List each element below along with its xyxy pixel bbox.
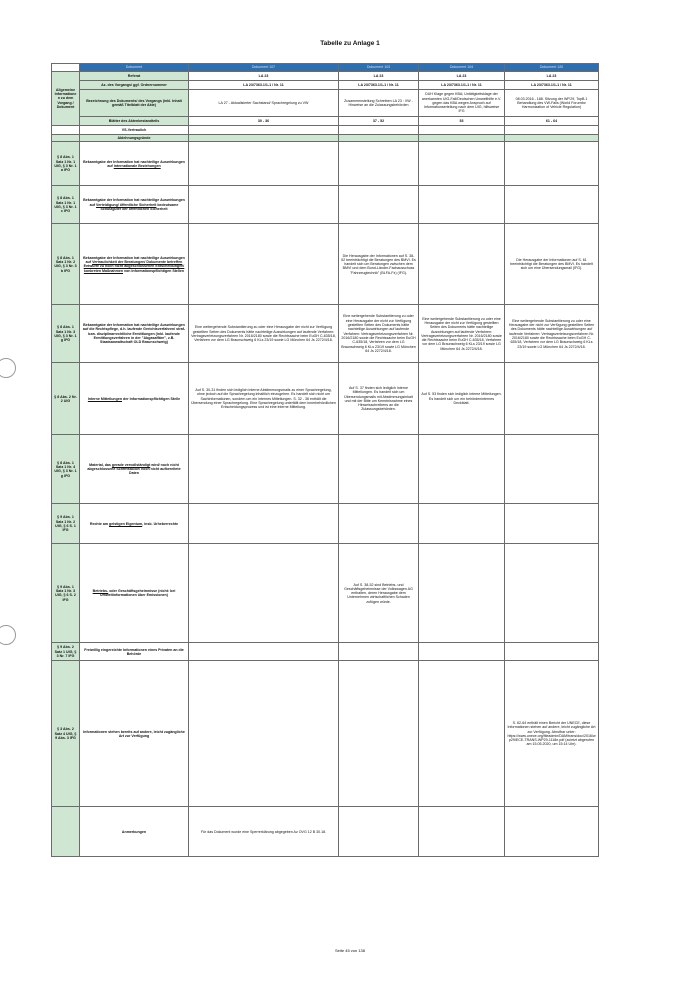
table-cell: Die Herausgabe der Informationen auf S. 38-52 beeinträchtigt die Beratungen des BMVI. Es handelt sich um Beratungen zwischen dem BMVI und dem Bund-Länder-Fachausschuss "Fahrzeugtechnik" (BLFA-Fz) (IFG). xyxy=(339,224,419,305)
row-label: VS-Vertraulich xyxy=(80,126,189,135)
header-cell: Dokument xyxy=(80,64,189,72)
law-cell: § 8 Abs. 2 Nr. 2 UIG xyxy=(52,363,80,435)
reason-cell: Bekanntgabe der Information hat nachteilige Auswirkungen auf internationale Beziehungen xyxy=(80,142,189,186)
table-cell: Auf S. 30-31 finden sich lediglich interne Abstimmungsmails zu einer Sprachregelung, ohne jedoch auf die Sprachregelung inhaltlich einzugehen. Es handelt sich nicht um Sachinformationen, sondern um ein internes Mitteilungen. S. 32 - 36 enthält die Übersendung einer Sprachregelung. Eine Sprachregelung unterfällt dem innerbehördlichen Entscheidungsprozess und ist eine interne Mitteilung. xyxy=(189,363,339,435)
table-row xyxy=(52,807,599,857)
table-row xyxy=(52,81,599,90)
table-cell xyxy=(505,643,599,661)
row-label: Referat xyxy=(80,72,189,81)
row-label: Anmerkungen xyxy=(80,807,189,857)
table-row xyxy=(52,224,599,305)
table-cell xyxy=(339,504,419,544)
law-cell: § 9 Abs. 2 Satz 1 UIG, § 3 Nr. 7 IFG xyxy=(52,643,80,661)
table-cell: 08.03.2016 - 188. Sitzung der WP.29, TopB.1 Behandlung des VW-Falls (World Forumfor Harmonization of Vehicle Regulation) xyxy=(505,90,599,117)
table-cell: LA 23 xyxy=(189,72,339,81)
law-cell: § 9 Abs. 1 Satz 1 Nr. 2 UIG, § 6 S. 1 IFG xyxy=(52,504,80,544)
table-cell: Zusammenstellung Schreiben LA 23 : VW -Hinweise an die Zulassungsbehörden xyxy=(339,90,419,117)
table-cell xyxy=(189,661,339,807)
reason-cell: Bekanntgabe der Information hat nachteilige Auswirkungen auf Verteidigung/ öffentliche Sicherheit bedeutsame Schutzgüter der öffentlichen Sicherheit xyxy=(80,186,189,224)
table-cell: DUH Klage gegen KBA; Untätigkeitsklage der anerkannten UIG-Fall/Deutschen Umwelthilfe e.V. gegen das KBA wegen Anspruch auf Informationserteilung nach dem UIG, hilfsweise IFG xyxy=(419,90,505,117)
table-row xyxy=(52,305,599,363)
table-cell xyxy=(419,224,505,305)
table-cell xyxy=(505,807,599,857)
reason-cell: Material, das gerade vervollständigt wird/ noch nicht abgeschlossene Schriftstücke/ noch nicht aufbereitete Daten xyxy=(80,435,189,504)
table-row xyxy=(52,504,599,544)
table-cell xyxy=(189,142,339,186)
table-cell xyxy=(189,224,339,305)
table-cell: 53 xyxy=(419,117,505,126)
table-cell xyxy=(419,435,505,504)
law-cell: § 9 Abs. 1 Satz 1 Nr. 3 UIG, § 6 S. 2 IFG xyxy=(52,544,80,643)
table-cell xyxy=(505,142,599,186)
table-cell xyxy=(189,186,339,224)
table-cell: Auf S. 37 finden sich lediglich interne Mitteilungen. Es handelt sich um Übersendungsmails mit Abstimmungsinhalt und mit der Bitte um Kenntnisnahme eines Hinweisschreibens an die Zulassungsbehörden. xyxy=(339,363,419,435)
table-row xyxy=(52,126,599,135)
row-label: Ablehnungsgründe xyxy=(80,135,189,142)
header-row xyxy=(52,64,599,72)
table-cell xyxy=(505,504,599,544)
header-cell: Dokument 120 xyxy=(505,64,599,72)
table-row xyxy=(52,135,599,142)
table-row xyxy=(52,643,599,661)
header-cell: Dokument 107 xyxy=(189,64,339,72)
table-cell: LA 27 - Aktualisierter Sachstand/ Sprachregelung zu VW xyxy=(189,90,339,117)
table-cell: 30 - 36 xyxy=(189,117,339,126)
table-cell xyxy=(419,661,505,807)
table-cell xyxy=(339,661,419,807)
table-row xyxy=(52,90,599,117)
reason-cell: Bekanntgabe der Information hat nachteilige Auswirkungen auf Vertraulichkeit der Beratungen/ Dokumente betreffen Entwürfe zu noch nicht abgeschlossenen Entscheidungen/ konkreten Maßnahmen von Informationspflichtigen Stellen xyxy=(80,224,189,305)
row-label: Blätter des Aktenbestandteils xyxy=(80,117,189,126)
table-cell: Eine weitergehende Substantiierung zu oder eine Herausgabe der nicht zur Verfügung gestellten Seiten des Dokuments hätte nachteilige Auswirkungen auf laufende Verfahren: Vertragsverletzungsverfahren Nr. 2016/2180 sowie die Rechtssache beim EuGH C-635/18, Verfahren vor dem LG Braunschweig 6 KLs 23/19 sowie LG München 64 Js 2272/4/18. xyxy=(339,305,419,363)
table-cell: Auf S. 53 finden sich lediglich interne Mitteilungen. Es handelt sich um ein behördeninternes Deckblatt. xyxy=(419,363,505,435)
table-cell: LA 23/7363.1/1-1 / Nr. 11 xyxy=(189,81,339,90)
table-cell: 61 - 64 xyxy=(505,117,599,126)
table-cell: Für das Dokument wurde eine Sperrerklärung abgegeben Az OVG 12 B 30.18. xyxy=(189,807,339,857)
table-cell xyxy=(419,807,505,857)
law-cell: § 8 Abs. 1 Satz 1 Nr. 1 UIG, § 3 Nr. 1 a IFG xyxy=(52,142,80,186)
table-cell xyxy=(419,186,505,224)
header-cell: Dokument 104 xyxy=(419,64,505,72)
page-title: Tabelle zu Anlage 1 xyxy=(320,40,380,47)
reason-cell: Freiwillig eingereichte Informationen eines Privaten an die Behörde xyxy=(80,643,189,661)
reason-cell: Informationen stehen bereits auf andere, leicht zugängliche Art zur Verfügung xyxy=(80,661,189,807)
table-cell: S. 62-64 enthält einen Bericht der UNECE, diese Informationen stehen auf andere, leicht zugängliche Art zur Verfügung. Abrufbar unter: https://www.unece.org/fileadmin/DAM/trans/doc/2016/wp29/ECE-TRANS-WP29-1118e.pdf (zuletzt abgerufen am 15.05.2020, um 15:14 Uhr). xyxy=(505,661,599,807)
law-cell: § 8 Abs. 1 Satz 1 Nr. 3 UIG, § 3 Nr. 1 g IFG xyxy=(52,305,80,363)
table-row xyxy=(52,661,599,807)
reason-cell: Rechte am geistigen Eigentum, insb. Urheberrechte xyxy=(80,504,189,544)
table-cell: LA 23/7363.1/1-1 / Nr. 11 xyxy=(339,81,419,90)
table-cell xyxy=(339,186,419,224)
law-cell: § 3 Abs. 2 Satz 4 UIG, § 9 Abs. 3 IFG xyxy=(52,661,80,807)
law-cell: § 8 Abs. 1 Satz 1 Nr. 1 UIG, § 3 Nr. 1 c IFG xyxy=(52,186,80,224)
table-cell xyxy=(339,142,419,186)
table-row xyxy=(52,435,599,504)
table-row xyxy=(52,363,599,435)
row-label: Bezeichnung des Dokuments/ des Vorgangs (inkl. Inhalt gemäß Titelblatt der Akte) xyxy=(80,90,189,117)
table-cell: LA 23/7363.1/1-1 / Nr. 11 xyxy=(419,81,505,90)
table-row xyxy=(52,544,599,643)
table-row xyxy=(52,142,599,186)
table-cell xyxy=(505,435,599,504)
table-cell xyxy=(505,544,599,643)
table-cell xyxy=(189,643,339,661)
table-cell: Die Herausgabe der Informationen auf S. 61 beeinträchtigt die Beratungen des BMVI. Es handelt sich um eine Übersendungsmail (IFG). xyxy=(505,224,599,305)
reason-cell: Betriebs- oder Geschäftsgeheimnisse (nicht: bei Umweltinformationen über Emissionen) xyxy=(80,544,189,643)
table-cell: Eine weitergehende Substantiierung zu oder eine Herausgabe der nicht zur Verfügung gestellten Seiten des Dokuments hätte nachteilige Auswirkungen auf laufende Verfahren: Vertragsverletzungsverfahren Nr. 2016/2180 sowie die Rechtssache beim EuGH C-635/18, Verfahren vor dem LG Braunschweig 6 KLs 23/19 sowie LG München 64 Js 2272/4/18. xyxy=(419,305,505,363)
document-table xyxy=(51,63,599,857)
table-row xyxy=(52,72,599,81)
table-cell xyxy=(419,504,505,544)
header-cell: Dokument 103 xyxy=(339,64,419,72)
table-cell: Eine weitergehende Substantiierung zu oder eine Herausgabe der nicht zur Verfügung gestellten Seiten des Dokuments hätte nachteilige Auswirkungen auf laufende Verfahren: Vertragsverletzungsverfahren Nr. 2016/2180 sowie die Rechtssache beim EuGH C-635/18, Verfahren vor dem LG Braunschweig 6 KLs 23/19 sowie LG München 64 Js 2272/4/18. xyxy=(189,305,339,363)
table-cell: LA 23 xyxy=(339,72,419,81)
table-cell xyxy=(505,363,599,435)
table-cell xyxy=(339,435,419,504)
punch-hole xyxy=(0,358,16,378)
punch-hole xyxy=(0,625,16,645)
table-cell: Eine weitergehende Substantiierung zu oder eine Herausgabe der nicht zur Verfügung gestellten Seiten des Dokuments hätte nachteilige Auswirkungen auf laufende Verfahren: Vertragsverletzungsverfahren Nr. 2016/2180 sowie die Rechtssache beim EuGH C-635/18, Verfahren vor dem LG Braunschweig 6 KLs 23/19 sowie LG München 64 Js 2272/4/18. xyxy=(505,305,599,363)
reason-cell: Bekanntgabe der Information hat nachteilige Auswirkungen auf die Rechtspflege, d.h. laufende Gerichtsverfahren/ straf- bzw. disziplinarrechtliche Ermittlungen (inkl. laufende Ermittlungsverfahren in der "Abgasaffäre", z.B. Staatsanwaltschaft OLD Braunschweig) xyxy=(80,305,189,363)
table-cell: LA 23/7363.1/1-1 / Nr. 11 xyxy=(505,81,599,90)
row-label: Az. des Vorgangs/ ggf. Ordnernummer xyxy=(80,81,189,90)
table-cell xyxy=(419,643,505,661)
page-number: Seite 45 von 138 xyxy=(334,948,366,953)
table-cell: LA 23 xyxy=(419,72,505,81)
table-cell xyxy=(189,544,339,643)
law-cell: § 8 Abs. 1 Satz 1 Nr. 4 UIG, § 3 Nr. 1 g IFG xyxy=(52,435,80,504)
table-cell xyxy=(419,544,505,643)
table-cell xyxy=(419,142,505,186)
table-cell: 37 - 52 xyxy=(339,117,419,126)
table-cell: LA 23 xyxy=(505,72,599,81)
table-cell xyxy=(505,186,599,224)
table-cell xyxy=(339,807,419,857)
table-cell xyxy=(339,643,419,661)
reason-cell: Interne Mitteilungen der Informationspflichtigen Stelle xyxy=(80,363,189,435)
law-cell: § 8 Abs. 1 Satz 1 Nr. 2 UIG, § 3 Nr. 3 b IFG xyxy=(52,224,80,305)
table-cell xyxy=(189,435,339,504)
table-row xyxy=(52,117,599,126)
table-cell xyxy=(189,504,339,544)
section-label: Allgemeine Informationen zu dem Vorgang / Dokument xyxy=(52,72,80,126)
table-row xyxy=(52,186,599,224)
table-cell: Auf S. 38-52 sind Betriebs- und Geschäftsgeheimnisse der Volkswagen AG enthalten, deren Herausgabe dem Unternehmen wirtschaftlichen Schaden zufügen würde. xyxy=(339,544,419,643)
